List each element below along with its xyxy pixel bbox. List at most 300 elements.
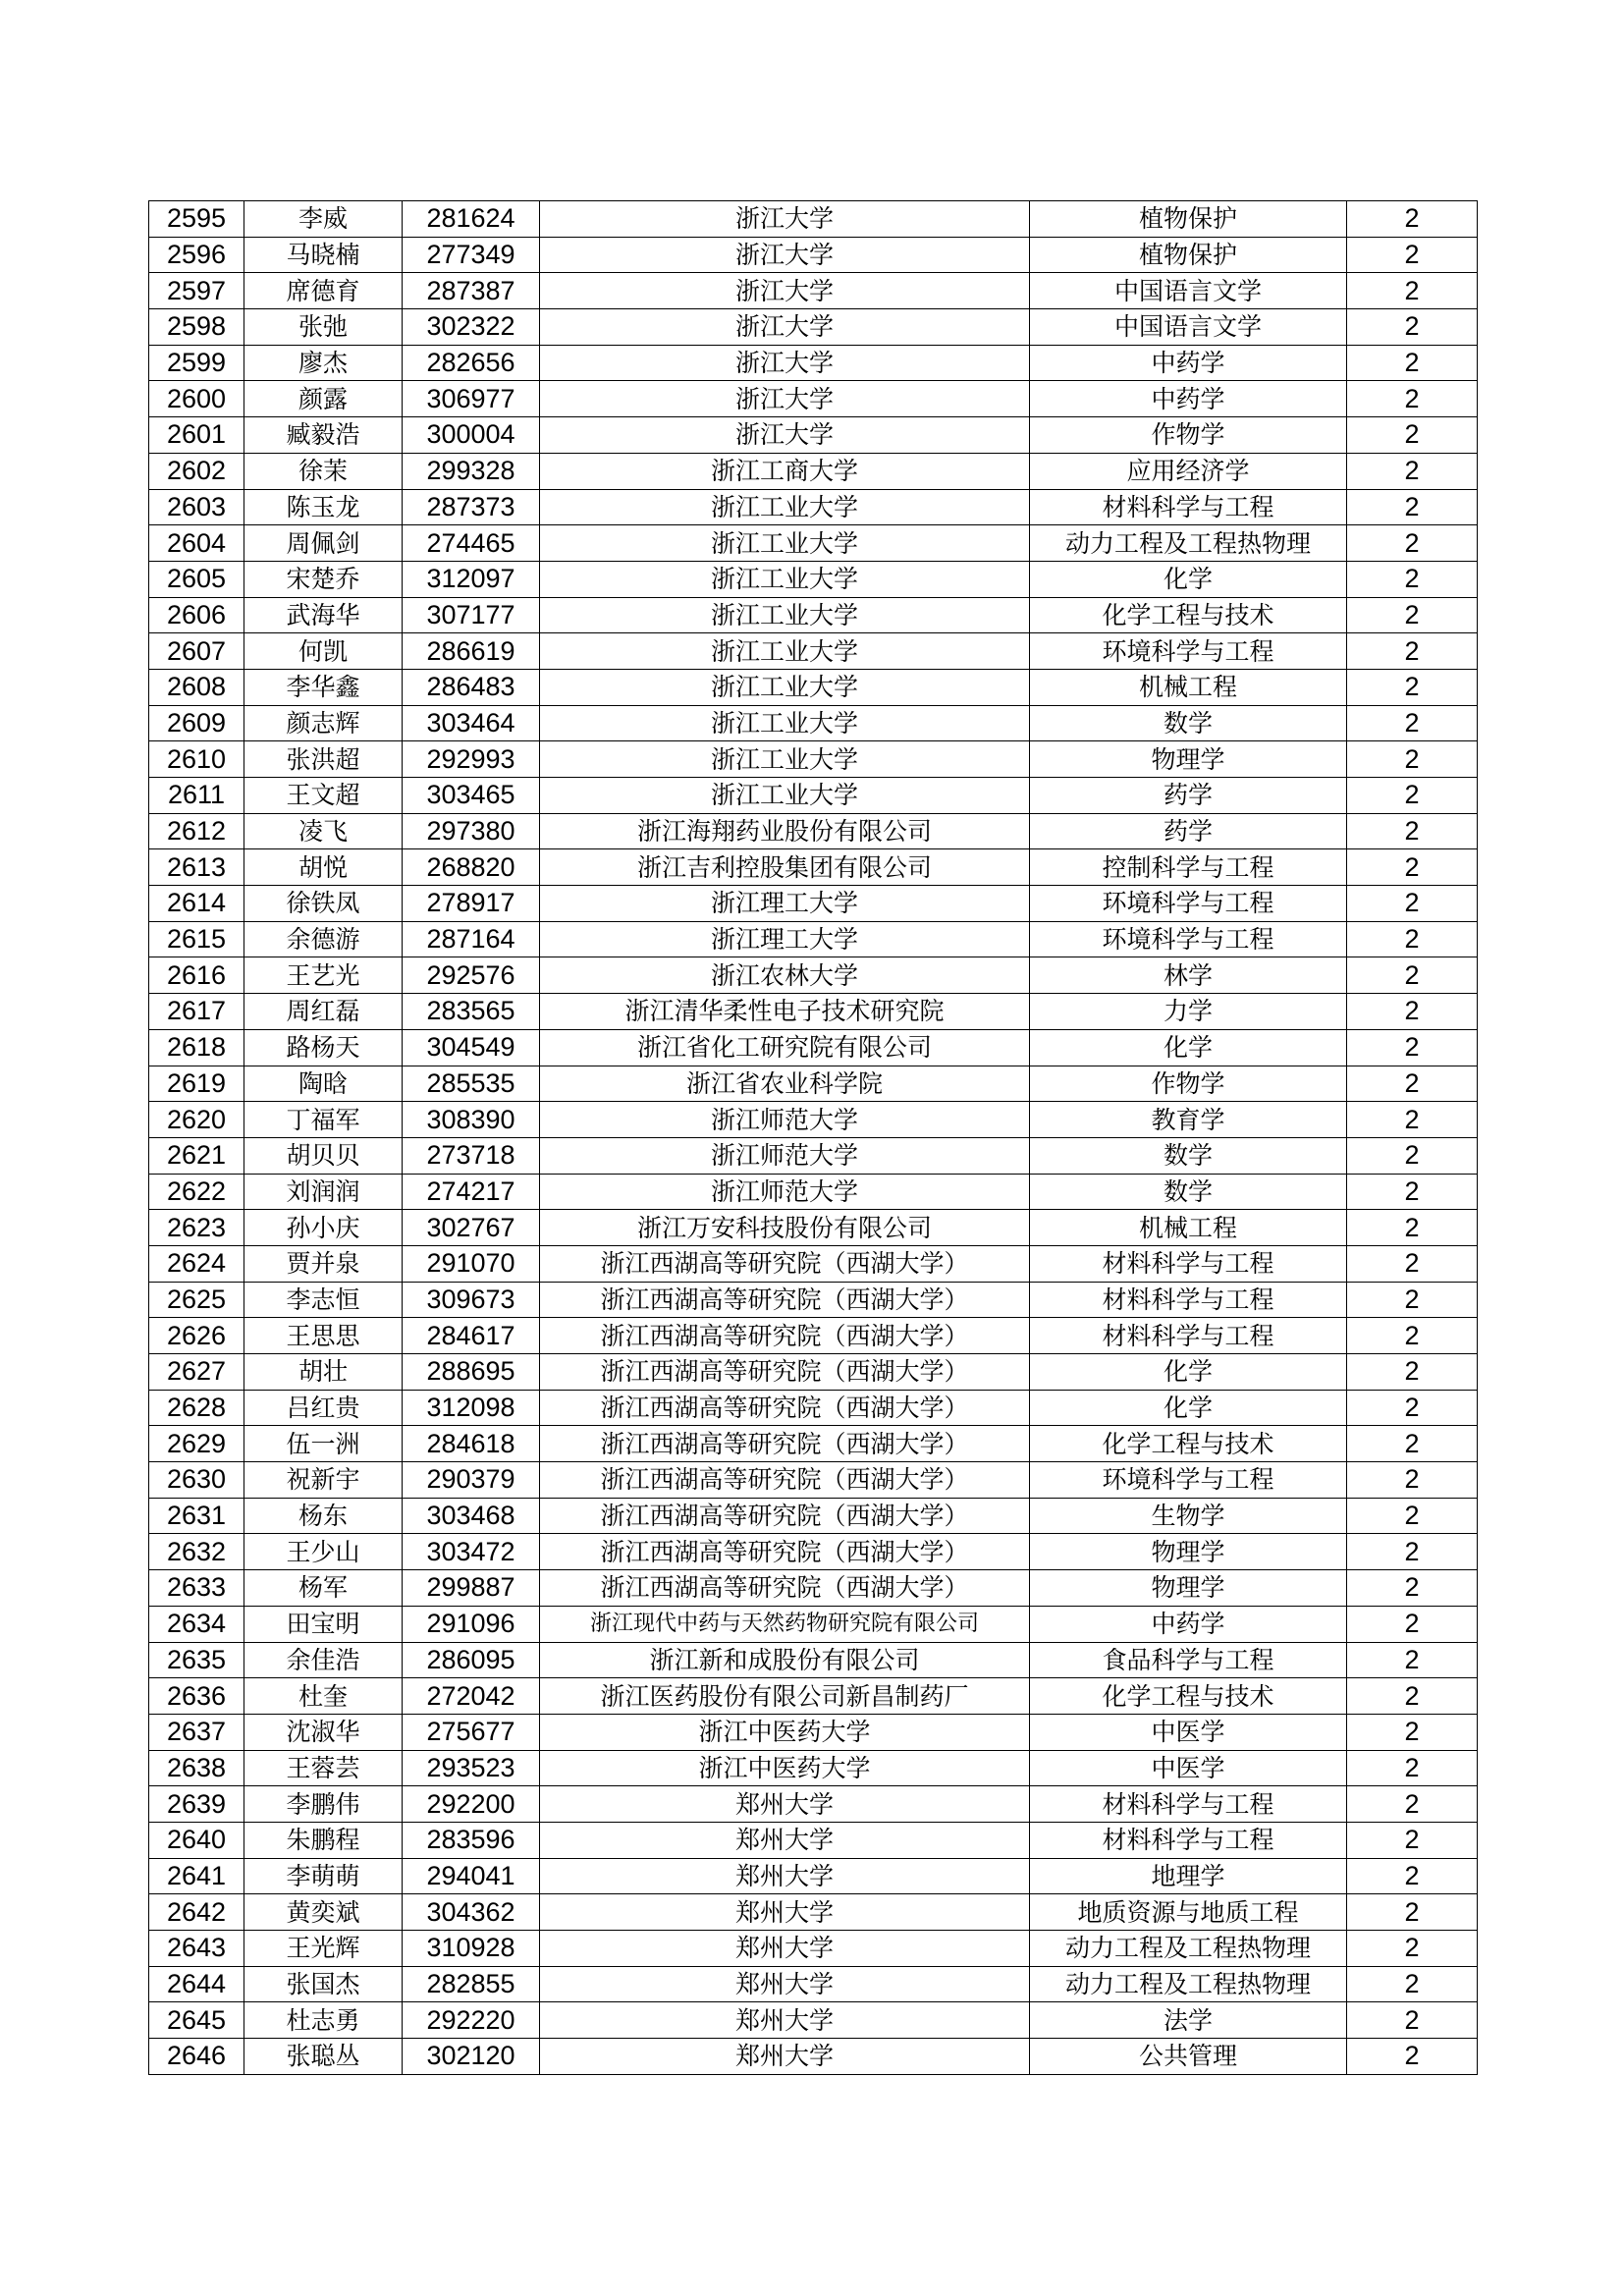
name-cell: 田宝明 [244, 1606, 403, 1642]
id-number-cell: 309673 [403, 1282, 540, 1318]
name-cell: 李华鑫 [244, 669, 403, 705]
name-cell: 席德育 [244, 273, 403, 309]
subject-cell: 物理学 [1030, 741, 1347, 778]
batch-cell: 2 [1347, 1102, 1478, 1138]
id-number-cell: 282855 [403, 1966, 540, 2002]
batch-cell: 2 [1347, 489, 1478, 525]
row-number-cell: 2606 [149, 597, 244, 633]
row-number-cell: 2628 [149, 1390, 244, 1426]
name-cell: 颜志辉 [244, 705, 403, 741]
id-number-cell: 287387 [403, 273, 540, 309]
organization-cell: 郑州大学 [540, 2002, 1030, 2039]
id-number-cell: 272042 [403, 1678, 540, 1715]
row-number-cell: 2640 [149, 1822, 244, 1858]
id-number-cell: 312098 [403, 1390, 540, 1426]
batch-cell: 2 [1347, 849, 1478, 886]
name-cell: 徐铁凤 [244, 886, 403, 922]
subject-cell: 化学 [1030, 1354, 1347, 1391]
organization-cell: 浙江理工大学 [540, 886, 1030, 922]
row-number-cell: 2643 [149, 1931, 244, 1967]
id-number-cell: 287164 [403, 921, 540, 957]
subject-cell: 中药学 [1030, 1606, 1347, 1642]
table-row [149, 489, 1478, 525]
name-cell: 李志恒 [244, 1282, 403, 1318]
name-cell: 孙小庆 [244, 1210, 403, 1246]
id-number-cell: 302322 [403, 309, 540, 346]
organization-cell: 浙江工业大学 [540, 705, 1030, 741]
subject-cell: 教育学 [1030, 1102, 1347, 1138]
name-cell: 丁福军 [244, 1102, 403, 1138]
row-number-cell: 2609 [149, 705, 244, 741]
subject-cell: 植物保护 [1030, 237, 1347, 273]
table-row [149, 1174, 1478, 1210]
subject-cell: 物理学 [1030, 1534, 1347, 1570]
id-number-cell: 286483 [403, 669, 540, 705]
organization-cell: 浙江清华柔性电子技术研究院 [540, 994, 1030, 1030]
batch-cell: 2 [1347, 1498, 1478, 1534]
batch-cell: 2 [1347, 273, 1478, 309]
table-row [149, 1714, 1478, 1750]
batch-cell: 2 [1347, 1931, 1478, 1967]
id-number-cell: 292576 [403, 957, 540, 994]
name-cell: 杜志勇 [244, 2002, 403, 2039]
organization-cell: 浙江海翔药业股份有限公司 [540, 813, 1030, 849]
name-cell: 周红磊 [244, 994, 403, 1030]
name-cell: 伍一洲 [244, 1426, 403, 1462]
id-number-cell: 303464 [403, 705, 540, 741]
row-number-cell: 2614 [149, 886, 244, 922]
table-row [149, 1894, 1478, 1931]
table-row [149, 597, 1478, 633]
name-cell: 凌飞 [244, 813, 403, 849]
table-row [149, 778, 1478, 814]
table-row [149, 1570, 1478, 1607]
table-row [149, 1750, 1478, 1786]
subject-cell: 作物学 [1030, 417, 1347, 454]
name-cell: 贾并泉 [244, 1245, 403, 1282]
batch-cell: 2 [1347, 1210, 1478, 1246]
row-number-cell: 2644 [149, 1966, 244, 2002]
batch-cell: 2 [1347, 1245, 1478, 1282]
name-cell: 张洪超 [244, 741, 403, 778]
id-number-cell: 299328 [403, 453, 540, 489]
subject-cell: 动力工程及工程热物理 [1030, 1931, 1347, 1967]
row-number-cell: 2599 [149, 345, 244, 381]
batch-cell: 2 [1347, 1894, 1478, 1931]
table-body [149, 201, 1478, 2075]
organization-cell: 浙江西湖高等研究院（西湖大学） [540, 1245, 1030, 1282]
subject-cell: 环境科学与工程 [1030, 886, 1347, 922]
organization-cell: 浙江工业大学 [540, 489, 1030, 525]
subject-cell: 林学 [1030, 957, 1347, 994]
subject-cell: 材料科学与工程 [1030, 1245, 1347, 1282]
table-row [149, 417, 1478, 454]
batch-cell: 2 [1347, 886, 1478, 922]
subject-cell: 环境科学与工程 [1030, 633, 1347, 670]
row-number-cell: 2595 [149, 201, 244, 238]
organization-cell: 浙江中医药大学 [540, 1714, 1030, 1750]
table-row [149, 561, 1478, 597]
id-number-cell: 294041 [403, 1858, 540, 1894]
batch-cell: 2 [1347, 237, 1478, 273]
row-number-cell: 2615 [149, 921, 244, 957]
name-cell: 陶晗 [244, 1066, 403, 1102]
table-row [149, 633, 1478, 670]
organization-cell: 郑州大学 [540, 1858, 1030, 1894]
row-number-cell: 2637 [149, 1714, 244, 1750]
table-row [149, 957, 1478, 994]
subject-cell: 公共管理 [1030, 2039, 1347, 2075]
id-number-cell: 293523 [403, 1750, 540, 1786]
table-row [149, 237, 1478, 273]
batch-cell: 2 [1347, 813, 1478, 849]
row-number-cell: 2636 [149, 1678, 244, 1715]
subject-cell: 中国语言文学 [1030, 309, 1347, 346]
organization-cell: 浙江工业大学 [540, 561, 1030, 597]
subject-cell: 机械工程 [1030, 1210, 1347, 1246]
batch-cell: 2 [1347, 705, 1478, 741]
id-number-cell: 306977 [403, 381, 540, 417]
table-row [149, 669, 1478, 705]
table-row [149, 1066, 1478, 1102]
organization-cell: 郑州大学 [540, 1894, 1030, 1931]
row-number-cell: 2635 [149, 1642, 244, 1678]
batch-cell: 2 [1347, 1354, 1478, 1391]
subject-cell: 材料科学与工程 [1030, 489, 1347, 525]
table-row [149, 1354, 1478, 1391]
table-row [149, 1678, 1478, 1715]
row-number-cell: 2625 [149, 1282, 244, 1318]
row-number-cell: 2596 [149, 237, 244, 273]
id-number-cell: 304362 [403, 1894, 540, 1931]
name-cell: 杨东 [244, 1498, 403, 1534]
id-number-cell: 303468 [403, 1498, 540, 1534]
name-cell: 刘润润 [244, 1174, 403, 1210]
organization-cell: 浙江工业大学 [540, 525, 1030, 562]
name-cell: 武海华 [244, 597, 403, 633]
row-number-cell: 2617 [149, 994, 244, 1030]
row-number-cell: 2627 [149, 1354, 244, 1391]
organization-cell: 浙江师范大学 [540, 1174, 1030, 1210]
name-cell: 陈玉龙 [244, 489, 403, 525]
batch-cell: 2 [1347, 201, 1478, 238]
batch-cell: 2 [1347, 1029, 1478, 1066]
table-row [149, 1606, 1478, 1642]
batch-cell: 2 [1347, 1966, 1478, 2002]
name-cell: 朱鹏程 [244, 1822, 403, 1858]
batch-cell: 2 [1347, 921, 1478, 957]
row-number-cell: 2607 [149, 633, 244, 670]
organization-cell: 浙江师范大学 [540, 1137, 1030, 1174]
organization-cell: 浙江西湖高等研究院（西湖大学） [540, 1390, 1030, 1426]
batch-cell: 2 [1347, 597, 1478, 633]
subject-cell: 中国语言文学 [1030, 273, 1347, 309]
organization-cell: 浙江工业大学 [540, 597, 1030, 633]
id-number-cell: 274465 [403, 525, 540, 562]
batch-cell: 2 [1347, 1282, 1478, 1318]
row-number-cell: 2616 [149, 957, 244, 994]
subject-cell: 材料科学与工程 [1030, 1822, 1347, 1858]
row-number-cell: 2634 [149, 1606, 244, 1642]
row-number-cell: 2597 [149, 273, 244, 309]
subject-cell: 药学 [1030, 813, 1347, 849]
name-cell: 杨军 [244, 1570, 403, 1607]
subject-cell: 物理学 [1030, 1570, 1347, 1607]
row-number-cell: 2603 [149, 489, 244, 525]
id-number-cell: 304549 [403, 1029, 540, 1066]
id-number-cell: 284618 [403, 1426, 540, 1462]
id-number-cell: 302767 [403, 1210, 540, 1246]
name-cell: 祝新宇 [244, 1462, 403, 1499]
subject-cell: 数学 [1030, 1137, 1347, 1174]
batch-cell: 2 [1347, 957, 1478, 994]
subject-cell: 化学 [1030, 1390, 1347, 1426]
name-cell: 王艺光 [244, 957, 403, 994]
name-cell: 胡悦 [244, 849, 403, 886]
table-row [149, 1426, 1478, 1462]
subject-cell: 环境科学与工程 [1030, 921, 1347, 957]
batch-cell: 2 [1347, 2039, 1478, 2075]
batch-cell: 2 [1347, 561, 1478, 597]
name-cell: 沈淑华 [244, 1714, 403, 1750]
id-number-cell: 275677 [403, 1714, 540, 1750]
organization-cell: 郑州大学 [540, 1931, 1030, 1967]
subject-cell: 地质资源与地质工程 [1030, 1894, 1347, 1931]
subject-cell: 数学 [1030, 1174, 1347, 1210]
id-number-cell: 307177 [403, 597, 540, 633]
name-cell: 杜奎 [244, 1678, 403, 1715]
subject-cell: 中医学 [1030, 1714, 1347, 1750]
row-number-cell: 2605 [149, 561, 244, 597]
table-row [149, 705, 1478, 741]
table-row [149, 453, 1478, 489]
table-row [149, 1282, 1478, 1318]
name-cell: 王蓉芸 [244, 1750, 403, 1786]
organization-cell: 浙江工商大学 [540, 453, 1030, 489]
subject-cell: 应用经济学 [1030, 453, 1347, 489]
organization-cell: 浙江大学 [540, 345, 1030, 381]
organization-cell: 浙江大学 [540, 309, 1030, 346]
name-cell: 颜露 [244, 381, 403, 417]
row-number-cell: 2638 [149, 1750, 244, 1786]
row-number-cell: 2624 [149, 1245, 244, 1282]
name-cell: 廖杰 [244, 345, 403, 381]
organization-cell: 浙江西湖高等研究院（西湖大学） [540, 1462, 1030, 1499]
row-number-cell: 2622 [149, 1174, 244, 1210]
table-row [149, 381, 1478, 417]
organization-cell: 浙江大学 [540, 201, 1030, 238]
name-cell: 胡贝贝 [244, 1137, 403, 1174]
id-number-cell: 286619 [403, 633, 540, 670]
organization-cell: 浙江工业大学 [540, 633, 1030, 670]
table-row [149, 2039, 1478, 2075]
organization-cell: 浙江工业大学 [540, 741, 1030, 778]
batch-cell: 2 [1347, 1137, 1478, 1174]
subject-cell: 地理学 [1030, 1858, 1347, 1894]
batch-cell: 2 [1347, 633, 1478, 670]
table-row [149, 1931, 1478, 1967]
batch-cell: 2 [1347, 345, 1478, 381]
table-row [149, 1245, 1478, 1282]
table-row [149, 201, 1478, 238]
batch-cell: 2 [1347, 1174, 1478, 1210]
row-number-cell: 2602 [149, 453, 244, 489]
table-row [149, 1210, 1478, 1246]
name-cell: 马晓楠 [244, 237, 403, 273]
table-row [149, 1498, 1478, 1534]
batch-cell: 2 [1347, 381, 1478, 417]
batch-cell: 2 [1347, 453, 1478, 489]
subject-cell: 生物学 [1030, 1498, 1347, 1534]
organization-cell: 浙江理工大学 [540, 921, 1030, 957]
batch-cell: 2 [1347, 2002, 1478, 2039]
table-row [149, 813, 1478, 849]
id-number-cell: 291070 [403, 1245, 540, 1282]
table-row [149, 273, 1478, 309]
name-cell: 宋楚乔 [244, 561, 403, 597]
id-number-cell: 282656 [403, 345, 540, 381]
id-number-cell: 288695 [403, 1354, 540, 1391]
id-number-cell: 308390 [403, 1102, 540, 1138]
name-cell: 徐茉 [244, 453, 403, 489]
organization-cell: 郑州大学 [540, 2039, 1030, 2075]
organization-cell: 郑州大学 [540, 1822, 1030, 1858]
organization-cell: 浙江省化工研究院有限公司 [540, 1029, 1030, 1066]
batch-cell: 2 [1347, 1318, 1478, 1354]
row-number-cell: 2598 [149, 309, 244, 346]
id-number-cell: 292200 [403, 1786, 540, 1823]
batch-cell: 2 [1347, 669, 1478, 705]
table-row [149, 1029, 1478, 1066]
organization-cell: 郑州大学 [540, 1786, 1030, 1823]
id-number-cell: 283565 [403, 994, 540, 1030]
subject-cell: 中药学 [1030, 381, 1347, 417]
table-row [149, 741, 1478, 778]
name-cell: 吕红贵 [244, 1390, 403, 1426]
row-number-cell: 2632 [149, 1534, 244, 1570]
id-number-cell: 291096 [403, 1606, 540, 1642]
name-cell: 张国杰 [244, 1966, 403, 2002]
row-number-cell: 2610 [149, 741, 244, 778]
id-number-cell: 303472 [403, 1534, 540, 1570]
name-cell: 张弛 [244, 309, 403, 346]
id-number-cell: 310928 [403, 1931, 540, 1967]
organization-cell: 浙江大学 [540, 273, 1030, 309]
subject-cell: 中医学 [1030, 1750, 1347, 1786]
batch-cell: 2 [1347, 525, 1478, 562]
subject-cell: 动力工程及工程热物理 [1030, 525, 1347, 562]
table-row [149, 921, 1478, 957]
row-number-cell: 2600 [149, 381, 244, 417]
subject-cell: 化学 [1030, 561, 1347, 597]
table-row [149, 2002, 1478, 2039]
subject-cell: 数学 [1030, 705, 1347, 741]
organization-cell: 浙江吉利控股集团有限公司 [540, 849, 1030, 886]
id-number-cell: 292220 [403, 2002, 540, 2039]
table-row [149, 1822, 1478, 1858]
id-number-cell: 277349 [403, 237, 540, 273]
batch-cell: 2 [1347, 1570, 1478, 1607]
subject-cell: 中药学 [1030, 345, 1347, 381]
organization-cell: 浙江西湖高等研究院（西湖大学） [540, 1282, 1030, 1318]
table-row [149, 1462, 1478, 1499]
row-number-cell: 2645 [149, 2002, 244, 2039]
name-cell: 李鹏伟 [244, 1786, 403, 1823]
subject-cell: 作物学 [1030, 1066, 1347, 1102]
subject-cell: 植物保护 [1030, 201, 1347, 238]
organization-cell: 浙江万安科技股份有限公司 [540, 1210, 1030, 1246]
name-cell: 王光辉 [244, 1931, 403, 1967]
id-number-cell: 281624 [403, 201, 540, 238]
name-cell: 路杨天 [244, 1029, 403, 1066]
batch-cell: 2 [1347, 1534, 1478, 1570]
name-cell: 胡壮 [244, 1354, 403, 1391]
subject-cell: 药学 [1030, 778, 1347, 814]
subject-cell: 食品科学与工程 [1030, 1642, 1347, 1678]
batch-cell: 2 [1347, 1642, 1478, 1678]
subject-cell: 控制科学与工程 [1030, 849, 1347, 886]
table-row [149, 1137, 1478, 1174]
table-row [149, 1786, 1478, 1823]
name-cell: 周佩剑 [244, 525, 403, 562]
batch-cell: 2 [1347, 778, 1478, 814]
name-cell: 王文超 [244, 778, 403, 814]
id-number-cell: 299887 [403, 1570, 540, 1607]
name-cell: 王少山 [244, 1534, 403, 1570]
organization-cell: 浙江西湖高等研究院（西湖大学） [540, 1318, 1030, 1354]
organization-cell: 郑州大学 [540, 1966, 1030, 2002]
batch-cell: 2 [1347, 417, 1478, 454]
subject-cell: 材料科学与工程 [1030, 1318, 1347, 1354]
batch-cell: 2 [1347, 1426, 1478, 1462]
id-number-cell: 300004 [403, 417, 540, 454]
organization-cell: 浙江大学 [540, 417, 1030, 454]
id-number-cell: 312097 [403, 561, 540, 597]
name-cell: 李威 [244, 201, 403, 238]
name-cell: 王思思 [244, 1318, 403, 1354]
roster-table [148, 200, 1478, 2075]
id-number-cell: 286095 [403, 1642, 540, 1678]
batch-cell: 2 [1347, 1714, 1478, 1750]
table-row [149, 1102, 1478, 1138]
row-number-cell: 2633 [149, 1570, 244, 1607]
table-row [149, 1318, 1478, 1354]
subject-cell: 化学工程与技术 [1030, 1426, 1347, 1462]
id-number-cell: 292993 [403, 741, 540, 778]
subject-cell: 机械工程 [1030, 669, 1347, 705]
subject-cell: 环境科学与工程 [1030, 1462, 1347, 1499]
table-row [149, 309, 1478, 346]
batch-cell: 2 [1347, 1822, 1478, 1858]
batch-cell: 2 [1347, 994, 1478, 1030]
row-number-cell: 2623 [149, 1210, 244, 1246]
organization-cell: 浙江西湖高等研究院（西湖大学） [540, 1498, 1030, 1534]
organization-cell: 浙江大学 [540, 237, 1030, 273]
batch-cell: 2 [1347, 1858, 1478, 1894]
subject-cell: 材料科学与工程 [1030, 1282, 1347, 1318]
organization-cell: 浙江西湖高等研究院（西湖大学） [540, 1534, 1030, 1570]
name-cell: 何凯 [244, 633, 403, 670]
table-row [149, 1642, 1478, 1678]
batch-cell: 2 [1347, 309, 1478, 346]
row-number-cell: 2639 [149, 1786, 244, 1823]
row-number-cell: 2630 [149, 1462, 244, 1499]
row-number-cell: 2608 [149, 669, 244, 705]
table-row [149, 994, 1478, 1030]
batch-cell: 2 [1347, 1462, 1478, 1499]
id-number-cell: 302120 [403, 2039, 540, 2075]
organization-cell: 浙江大学 [540, 381, 1030, 417]
